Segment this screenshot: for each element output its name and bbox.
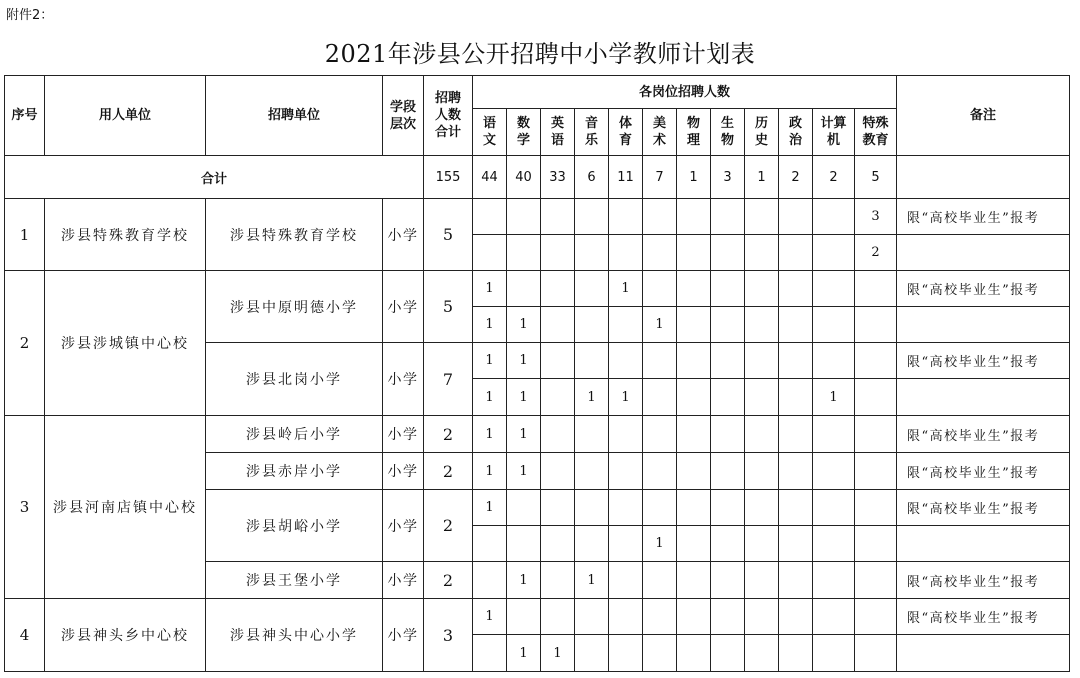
subject-count-cell [779, 635, 813, 672]
subject-count-cell [677, 416, 711, 453]
header-subject-art: 美 术 [643, 109, 677, 156]
totals-remark [897, 156, 1070, 199]
subject-count-cell [507, 235, 541, 271]
subject-count-cell [855, 526, 897, 562]
subject-count-cell [541, 562, 575, 599]
subject-count-cell [677, 635, 711, 672]
totals-cell: 3 [711, 156, 745, 199]
subject-count-cell [541, 453, 575, 490]
subject-count-cell [855, 453, 897, 490]
row-employer: 涉县河南店镇中心校 [45, 416, 206, 599]
totals-cell: 40 [507, 156, 541, 199]
subject-count-cell: 1 [813, 379, 855, 416]
subject-count-cell [813, 235, 855, 271]
subject-count-cell [609, 490, 643, 526]
row-level: 小学 [383, 271, 424, 343]
subject-count-cell [711, 490, 745, 526]
subject-count-cell [473, 526, 507, 562]
subject-count-cell [575, 271, 609, 307]
header-subject-physics: 物 理 [677, 109, 711, 156]
row-level: 小学 [383, 490, 424, 562]
subject-count-cell [677, 599, 711, 635]
subject-count-cell: 1 [609, 271, 643, 307]
row-school: 涉县特殊教育学校 [206, 199, 383, 271]
subject-count-cell [779, 343, 813, 379]
row-total: 2 [424, 562, 473, 599]
subject-count-cell [779, 526, 813, 562]
subject-count-cell: 1 [473, 379, 507, 416]
subject-count-cell: 1 [473, 599, 507, 635]
subject-count-cell [779, 199, 813, 235]
subject-count-cell [541, 490, 575, 526]
totals-cell: 33 [541, 156, 575, 199]
subject-count-cell [855, 307, 897, 343]
subject-count-cell [745, 416, 779, 453]
subject-count-cell [813, 271, 855, 307]
row-school: 涉县神头中心小学 [206, 599, 383, 672]
subject-count-cell [711, 307, 745, 343]
subject-count-cell [541, 343, 575, 379]
subject-count-cell [711, 343, 745, 379]
subject-count-cell [745, 526, 779, 562]
subject-count-cell [677, 490, 711, 526]
subject-count-cell: 1 [507, 453, 541, 490]
subject-count-cell [677, 307, 711, 343]
subject-count-cell: 2 [855, 235, 897, 271]
subject-count-cell: 1 [473, 307, 507, 343]
subject-count-cell [575, 199, 609, 235]
row-remark [897, 526, 1070, 562]
row-total: 5 [424, 271, 473, 343]
subject-count-cell [507, 490, 541, 526]
header-remark: 备注 [897, 76, 1070, 156]
totals-total: 155 [424, 156, 473, 199]
row-school: 涉县岭后小学 [206, 416, 383, 453]
subject-count-cell [643, 635, 677, 672]
subject-count-cell: 3 [855, 199, 897, 235]
recruitment-plan-table [4, 75, 1070, 672]
totals-cell: 5 [855, 156, 897, 199]
subject-count-cell: 1 [473, 343, 507, 379]
subject-count-cell [643, 343, 677, 379]
row-remark [897, 379, 1070, 416]
row-school: 涉县北岗小学 [206, 343, 383, 416]
subject-count-cell [575, 416, 609, 453]
totals-cell: 6 [575, 156, 609, 199]
page-title: 2021年涉县公开招聘中小学教师计划表 [324, 40, 756, 68]
table-row [5, 199, 1070, 235]
subject-count-cell: 1 [507, 379, 541, 416]
subject-count-cell [745, 635, 779, 672]
subject-count-cell [541, 379, 575, 416]
subject-count-cell: 1 [507, 307, 541, 343]
table-row [5, 416, 1070, 453]
subject-count-cell [609, 416, 643, 453]
subject-count-cell [541, 416, 575, 453]
header-employer: 用人单位 [45, 76, 206, 156]
subject-count-cell [473, 199, 507, 235]
row-school: 涉县中原明德小学 [206, 271, 383, 343]
subject-count-cell [507, 599, 541, 635]
row-remark: 限“高校毕业生”报考 [897, 453, 1070, 490]
header-subject-computer: 计算 机 [813, 109, 855, 156]
header-positions-group: 各岗位招聘人数 [473, 76, 897, 109]
subject-count-cell [855, 343, 897, 379]
subject-count-cell [813, 526, 855, 562]
row-total: 3 [424, 599, 473, 672]
subject-count-cell: 1 [507, 562, 541, 599]
row-total: 2 [424, 453, 473, 490]
row-total: 5 [424, 199, 473, 271]
header-subject-english: 英 语 [541, 109, 575, 156]
header-subject-pe: 体 育 [609, 109, 643, 156]
subject-count-cell [609, 235, 643, 271]
subject-count-cell [609, 562, 643, 599]
subject-count-cell [779, 379, 813, 416]
subject-count-cell [711, 526, 745, 562]
subject-count-cell [677, 235, 711, 271]
subject-count-cell [643, 453, 677, 490]
subject-count-cell [813, 635, 855, 672]
totals-cell: 1 [745, 156, 779, 199]
subject-count-cell [609, 599, 643, 635]
subject-count-cell [609, 199, 643, 235]
subject-count-cell [677, 379, 711, 416]
header-recruit-unit: 招聘单位 [206, 76, 383, 156]
subject-count-cell [643, 235, 677, 271]
subject-count-cell [677, 453, 711, 490]
header-seq: 序号 [5, 76, 45, 156]
subject-count-cell [813, 599, 855, 635]
subject-count-cell: 1 [473, 271, 507, 307]
subject-count-cell [473, 635, 507, 672]
row-seq: 1 [5, 199, 45, 271]
subject-count-cell [813, 562, 855, 599]
table-row [5, 271, 1070, 307]
subject-count-cell [677, 271, 711, 307]
totals-label: 合计 [5, 156, 424, 199]
subject-count-cell [541, 526, 575, 562]
subject-count-cell [711, 599, 745, 635]
row-remark: 限“高校毕业生”报考 [897, 562, 1070, 599]
subject-count-cell: 1 [507, 416, 541, 453]
subject-count-cell [677, 526, 711, 562]
header-subject-math: 数 学 [507, 109, 541, 156]
row-remark: 限“高校毕业生”报考 [897, 599, 1070, 635]
subject-count-cell [711, 235, 745, 271]
row-total: 7 [424, 343, 473, 416]
totals-cell: 2 [779, 156, 813, 199]
subject-count-cell [575, 343, 609, 379]
subject-count-cell [813, 307, 855, 343]
subject-count-cell [643, 199, 677, 235]
subject-count-cell [745, 490, 779, 526]
subject-count-cell [779, 562, 813, 599]
subject-count-cell [541, 235, 575, 271]
totals-cell: 1 [677, 156, 711, 199]
subject-count-cell [813, 343, 855, 379]
subject-count-cell: 1 [541, 635, 575, 672]
subject-count-cell [813, 490, 855, 526]
row-level: 小学 [383, 343, 424, 416]
subject-count-cell [609, 526, 643, 562]
subject-count-cell [745, 379, 779, 416]
subject-count-cell [643, 490, 677, 526]
subject-count-cell [745, 199, 779, 235]
subject-count-cell: 1 [575, 562, 609, 599]
header-level: 学段 层次 [383, 76, 424, 156]
row-level: 小学 [383, 199, 424, 271]
subject-count-cell [745, 271, 779, 307]
totals-row [5, 156, 1070, 199]
row-remark [897, 307, 1070, 343]
subject-count-cell [473, 235, 507, 271]
subject-count-cell [711, 562, 745, 599]
row-remark: 限“高校毕业生”报考 [897, 271, 1070, 307]
subject-count-cell [711, 416, 745, 453]
subject-count-cell [541, 199, 575, 235]
row-seq: 3 [5, 416, 45, 599]
subject-count-cell: 1 [473, 416, 507, 453]
subject-count-cell [643, 379, 677, 416]
row-employer: 涉县涉城镇中心校 [45, 271, 206, 416]
subject-count-cell [745, 307, 779, 343]
subject-count-cell: 1 [575, 379, 609, 416]
subject-count-cell [507, 271, 541, 307]
subject-count-cell [643, 416, 677, 453]
row-level: 小学 [383, 599, 424, 672]
totals-cell: 7 [643, 156, 677, 199]
subject-count-cell [813, 453, 855, 490]
row-employer: 涉县特殊教育学校 [45, 199, 206, 271]
subject-count-cell [813, 416, 855, 453]
subject-count-cell [855, 271, 897, 307]
subject-count-cell [609, 453, 643, 490]
subject-count-cell: 1 [643, 526, 677, 562]
subject-count-cell [779, 416, 813, 453]
header-subject-music: 音 乐 [575, 109, 609, 156]
subject-count-cell: 1 [507, 635, 541, 672]
row-level: 小学 [383, 562, 424, 599]
header-subject-history: 历 史 [745, 109, 779, 156]
subject-count-cell: 1 [643, 307, 677, 343]
subject-count-cell [473, 562, 507, 599]
subject-count-cell [575, 453, 609, 490]
header-subject-politics: 政 治 [779, 109, 813, 156]
row-remark: 限“高校毕业生”报考 [897, 490, 1070, 526]
row-seq: 2 [5, 271, 45, 416]
subject-count-cell [711, 635, 745, 672]
subject-count-cell [779, 307, 813, 343]
row-remark [897, 635, 1070, 672]
subject-count-cell [507, 526, 541, 562]
row-remark: 限“高校毕业生”报考 [897, 199, 1070, 235]
subject-count-cell [643, 271, 677, 307]
row-school: 涉县赤岸小学 [206, 453, 383, 490]
header-subject-biology: 生 物 [711, 109, 745, 156]
header-subject-chinese: 语 文 [473, 109, 507, 156]
subject-count-cell: 1 [609, 379, 643, 416]
subject-count-cell [855, 599, 897, 635]
subject-count-cell [855, 490, 897, 526]
subject-count-cell [711, 271, 745, 307]
table-row [5, 599, 1070, 635]
subject-count-cell [677, 199, 711, 235]
subject-count-cell [711, 379, 745, 416]
header-subject-special-ed: 特殊 教育 [855, 109, 897, 156]
subject-count-cell [575, 599, 609, 635]
subject-count-cell [745, 235, 779, 271]
totals-cell: 11 [609, 156, 643, 199]
row-employer: 涉县神头乡中心校 [45, 599, 206, 672]
totals-cell: 44 [473, 156, 507, 199]
subject-count-cell [779, 599, 813, 635]
subject-count-cell [575, 490, 609, 526]
subject-count-cell [575, 307, 609, 343]
row-level: 小学 [383, 416, 424, 453]
subject-count-cell [813, 199, 855, 235]
subject-count-cell [609, 343, 643, 379]
row-remark: 限“高校毕业生”报考 [897, 343, 1070, 379]
subject-count-cell [779, 453, 813, 490]
subject-count-cell: 1 [507, 343, 541, 379]
row-seq: 4 [5, 599, 45, 672]
subject-count-cell [779, 490, 813, 526]
subject-count-cell [677, 343, 711, 379]
attachment-label: 附件2： [6, 8, 54, 23]
row-school: 涉县王堡小学 [206, 562, 383, 599]
subject-count-cell [541, 271, 575, 307]
subject-count-cell [855, 379, 897, 416]
subject-count-cell [677, 562, 711, 599]
subject-count-cell [609, 307, 643, 343]
subject-count-cell [745, 562, 779, 599]
subject-count-cell [575, 635, 609, 672]
subject-count-cell [643, 562, 677, 599]
subject-count-cell [855, 635, 897, 672]
subject-count-cell [779, 271, 813, 307]
subject-count-cell [609, 635, 643, 672]
subject-count-cell [575, 235, 609, 271]
subject-count-cell [643, 599, 677, 635]
subject-count-cell [745, 343, 779, 379]
row-level: 小学 [383, 453, 424, 490]
header-total: 招聘 人数 合计 [424, 76, 473, 156]
subject-count-cell [507, 199, 541, 235]
totals-cell: 2 [813, 156, 855, 199]
subject-count-cell [855, 416, 897, 453]
subject-count-cell [745, 599, 779, 635]
subject-count-cell [745, 453, 779, 490]
row-total: 2 [424, 490, 473, 562]
subject-count-cell [711, 199, 745, 235]
subject-count-cell [541, 599, 575, 635]
subject-count-cell: 1 [473, 453, 507, 490]
row-total: 2 [424, 416, 473, 453]
row-school: 涉县胡峪小学 [206, 490, 383, 562]
subject-count-cell [711, 453, 745, 490]
subject-count-cell [541, 307, 575, 343]
row-remark [897, 235, 1070, 271]
subject-count-cell [575, 526, 609, 562]
subject-count-cell: 1 [473, 490, 507, 526]
row-remark: 限“高校毕业生”报考 [897, 416, 1070, 453]
subject-count-cell [779, 235, 813, 271]
subject-count-cell [855, 562, 897, 599]
